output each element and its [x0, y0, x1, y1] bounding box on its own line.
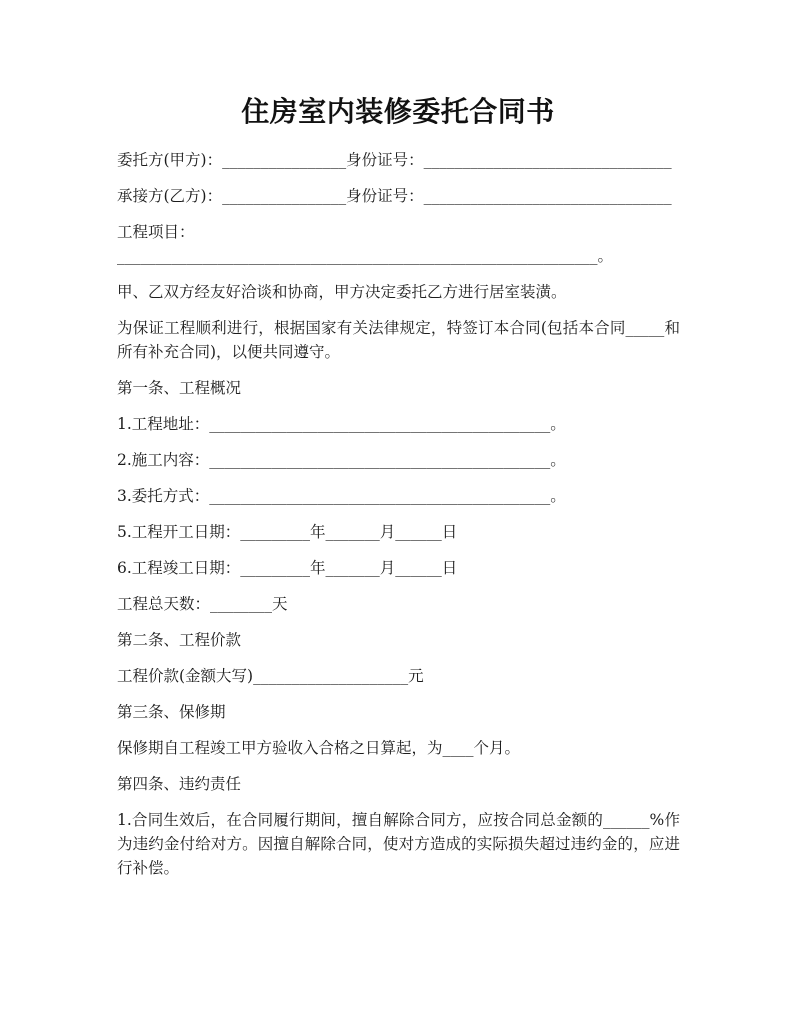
breach-clause-1 [117, 808, 680, 880]
breach-clause-1-line-3: 行补偿。 [117, 859, 180, 877]
price-line: 工程价款(金额大写)____________________元 [117, 667, 424, 685]
article-2-heading-text: 第二条、工程价款 [117, 631, 242, 649]
article-4-heading [117, 772, 680, 796]
article-3-heading [117, 700, 680, 724]
total-days-paragraph [117, 592, 680, 616]
purpose-statement-line-1: 为保证工程顺利进行，根据国家有关法律规定，特签订本合同(包括本合同_____和 [117, 319, 680, 337]
party-a-line: 委托方(甲方)：________________身份证号：________________________________ [117, 151, 672, 169]
warranty-period-paragraph [117, 736, 680, 760]
construction-content-line: 2.施工内容：____________________________________________。 [117, 451, 566, 469]
warranty-period-line: 保修期自工程竣工甲方验收入合格之日算起，为____个月。 [117, 739, 521, 757]
party-b-line: 承接方(乙方)：________________身份证号：________________________________ [117, 187, 672, 205]
article-1-heading [117, 376, 680, 400]
completion-date-paragraph [117, 556, 680, 580]
price-paragraph [117, 664, 680, 688]
commission-method-line: 3.委托方式：____________________________________________。 [117, 487, 566, 505]
article-1-heading-text: 第一条、工程概况 [117, 379, 242, 397]
project-item-label: 工程项目： [117, 223, 195, 241]
project-item-blank: ______________________________________________________________。 [117, 247, 614, 265]
contract-body [117, 148, 680, 892]
purpose-statement [117, 316, 680, 364]
article-4-heading-text: 第四条、违约责任 [117, 775, 242, 793]
construction-content-paragraph [117, 448, 680, 472]
project-address-line: 1.工程地址：____________________________________________。 [117, 415, 566, 433]
article-3-heading-text: 第三条、保修期 [117, 703, 226, 721]
total-days-line: 工程总天数：________天 [117, 595, 288, 613]
document-title: 住房室内装修委托合同书 [241, 95, 555, 128]
intro-statement-line: 甲、乙双方经友好洽谈和协商，甲方决定委托乙方进行居室装潢。 [117, 283, 567, 301]
party-a-paragraph [117, 148, 680, 172]
project-item-paragraph [117, 220, 680, 268]
purpose-statement-line-2: 所有补充合同)，以便共同遵守。 [117, 343, 341, 361]
completion-date-line: 6.工程竣工日期：_________年_______月______日 [117, 559, 458, 577]
commission-method-paragraph [117, 484, 680, 508]
party-b-paragraph [117, 184, 680, 208]
article-2-heading [117, 628, 680, 652]
breach-clause-1-line-2: 为违约金付给对方。因擅自解除合同，使对方造成的实际损失超过违约金的，应进 [117, 835, 680, 853]
intro-statement [117, 280, 680, 304]
breach-clause-1-line-1: 1.合同生效后，在合同履行期间，擅自解除合同方，应按合同总金额的______%作 [117, 811, 680, 829]
start-date-paragraph [117, 520, 680, 544]
project-address-paragraph [117, 412, 680, 436]
start-date-line: 5.工程开工日期：_________年_______月______日 [117, 523, 458, 541]
